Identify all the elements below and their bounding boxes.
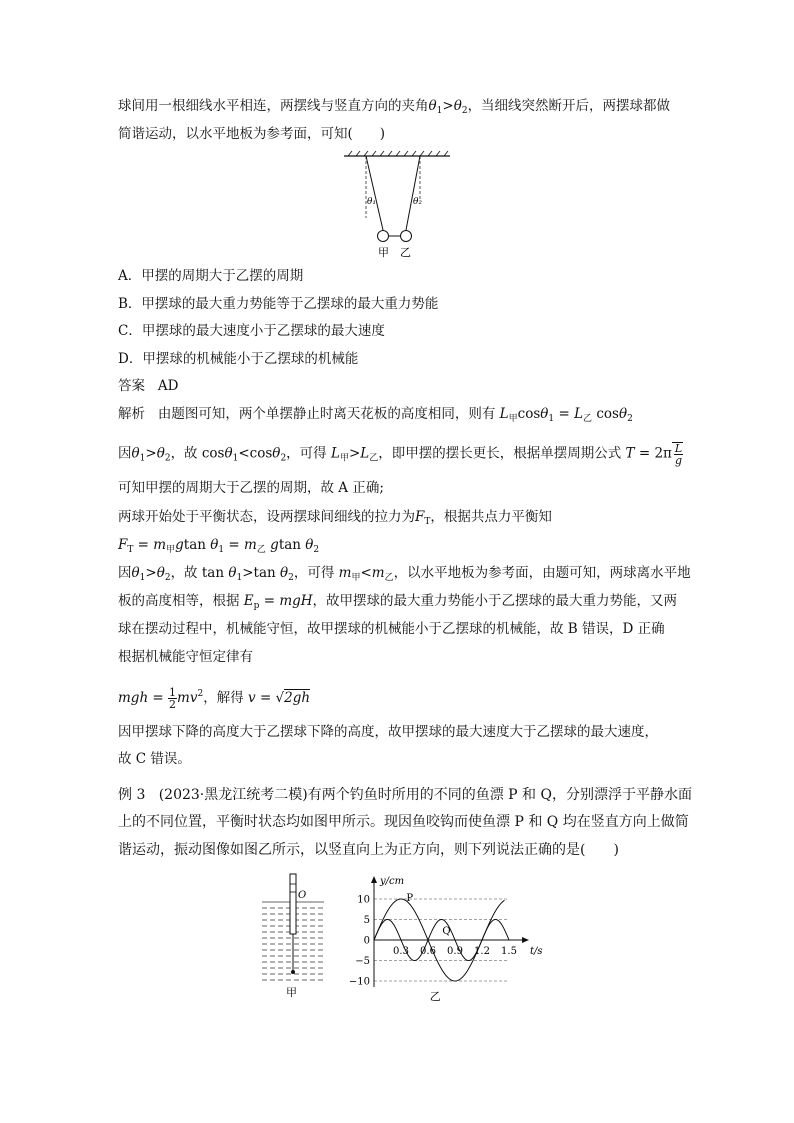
- angle-label-right: θ₂: [413, 197, 423, 207]
- analysis-line-7: 板的高度相等，根据 $E_p$ = mgH，故甲摆球的最大重力势能小于乙摆球的最大重力势能，又两: [118, 593, 678, 611]
- string-right: [406, 156, 423, 230]
- analysis-line-11: 因甲摆球下降的高度大于乙摆球下降的高度，故甲摆球的最大速度大于乙摆球的最大速度，: [118, 724, 658, 740]
- text: ，根据共点力平衡知: [430, 509, 552, 525]
- series-label-q: Q: [442, 926, 451, 937]
- ball-left: [378, 231, 389, 242]
- text: 球间用一根细线水平相连，两摆线与竖直方向的夹角: [118, 98, 429, 114]
- example-label: 例 3: [118, 787, 146, 803]
- text: 板的高度相等，根据: [118, 593, 240, 609]
- analysis-line-3: 可知甲摆的周期大于乙摆的周期，故 A 正确;: [118, 480, 384, 496]
- answer-value: AD: [157, 378, 179, 394]
- float-figure: [258, 870, 330, 1000]
- text: 两球开始处于平衡状态，设两摆球间细线的拉力为: [118, 509, 415, 525]
- series-label-p: P: [406, 893, 414, 904]
- angle-label-left: θ₁: [367, 197, 377, 207]
- text: ，故 cos: [170, 445, 225, 462]
- text: ，解得: [203, 690, 244, 706]
- analysis-label: 解析: [118, 406, 145, 422]
- ball-right-label: 乙: [400, 246, 411, 259]
- analysis-line-9: 根据机械能守恒定律有: [118, 649, 253, 665]
- analysis-line-1: 解析 由题图可知，两个单摆静止时离天花板的高度相同，则有 $L_甲\cos\theta_1 = L_乙$ cosθ$_2$: [118, 406, 633, 424]
- analysis-line-8: 球在摆动过程中，机械能守恒，故甲摆球的机械能小于乙摆球的机械能，故 B 错误，D 正确: [118, 621, 665, 637]
- x-axis-label: t/s: [530, 946, 543, 957]
- text: (2023·黑龙江统考二模)有两个钓鱼时所用的不同的鱼漂 P 和 Q，分别漂浮于平静水面: [158, 787, 692, 803]
- x-tick-label: 0.3: [393, 946, 409, 957]
- question-line-2: 简谐运动，以水平地板为参考面，可知( ): [118, 126, 386, 142]
- answer-line: [118, 376, 178, 396]
- ball-right: [401, 231, 412, 242]
- text: ，即甲摆的摆长更长，根据单摆周期公式: [378, 445, 622, 462]
- y-axis-arrow: [371, 876, 377, 883]
- example-line-1: [118, 785, 692, 805]
- y-tick-label: 5: [363, 915, 370, 926]
- text: ，可得: [293, 565, 335, 581]
- y-tick-label: −10: [348, 976, 370, 988]
- text: ，故 tan: [170, 565, 225, 581]
- example-line-2: 上的不同位置，平衡时状态均如图甲所示。现因鱼咬钩而使鱼漂 P 和 Q 均在竖直方向上做简: [118, 814, 689, 830]
- text: 因: [118, 445, 132, 462]
- option-a: A．甲摆的周期大于乙摆的周期: [118, 268, 304, 284]
- analysis-line-5: $F_T = m_甲gtan$ $\theta_1 = m_乙$ gtan $\theta_2$: [118, 537, 320, 555]
- x-tick-label: 0.9: [447, 946, 463, 957]
- y-tick-label: 10: [357, 894, 370, 906]
- analysis-line-6: 因$\theta_1>\theta_2$，故 $\tan \theta_1>\tan$ $\theta_2$，可得 $m_甲<m_乙$，以水平地板为参考面，由题可知，两球离水平地: [118, 565, 691, 583]
- text: ，当细线突然断开后，两摆球都做: [467, 98, 671, 114]
- analysis-line-12: 故 C 错误。: [118, 751, 191, 767]
- ceiling-hatch: [348, 151, 448, 156]
- analysis-line-4: 两球开始处于平衡状态，设两摆球间细线的拉力为$F_T$，根据共点力平衡知: [118, 509, 552, 527]
- label-O: O: [298, 890, 307, 901]
- sinker: [291, 970, 295, 974]
- x-tick-label: 1.5: [501, 946, 517, 957]
- string-left: [366, 156, 383, 230]
- text: ，可得: [286, 445, 327, 462]
- y-tick-label: −5: [355, 956, 370, 967]
- example-line-3: 谐运动，振动图像如图乙所示，以竖直向上为正方向，则下列说法正确的是( ): [118, 842, 619, 858]
- y-axis-label: y/cm: [380, 876, 405, 887]
- pendulum-figure: [340, 148, 456, 262]
- analysis-line-10: mgh = $\frac{1}{2}$ $mv^2$，解得 v = √2gh: [118, 686, 311, 711]
- chart-caption: 乙: [429, 990, 441, 1003]
- ball-left-label: 甲: [378, 246, 389, 259]
- option-b: B．甲摆球的最大重力势能等于乙摆球的最大重力势能: [118, 296, 439, 312]
- option-c: C．甲摆球的最大速度小于乙摆球的最大速度: [118, 323, 385, 339]
- x-tick-label: 0.6: [420, 946, 436, 957]
- x-axis-arrow: [522, 937, 529, 943]
- question-line-1: 球间用一根细线水平相连，两摆线与竖直方向的夹角$\theta_1>\theta_2$，当细线突然断开后，两摆球都做: [118, 98, 671, 116]
- analysis-line-2: 因$\theta_1>\theta_2$，故 cosθ$_1$<cosθ$_2$，可得 $L_甲>L_乙$，即甲摆的摆长更长，根据单摆周期公式 T = 2π $\frac{L}{g}$: [118, 442, 683, 467]
- text: 由题图可知，两个单摆静止时离天花板的高度相同，则有: [157, 406, 496, 422]
- x-tick-label: 1.2: [474, 946, 490, 957]
- text: ，故甲摆球的最大重力势能小于乙摆球的最大重力势能，又两: [312, 593, 678, 609]
- text: ，以水平地板为参考面，由题可知，两球离水平地: [393, 565, 691, 581]
- text: 因: [118, 565, 132, 581]
- float-caption: 甲: [286, 986, 297, 999]
- y-tick-label: 0: [363, 935, 370, 947]
- float-body: [290, 874, 296, 934]
- sqrt-formula: $\frac{L}{g}$: [672, 442, 683, 466]
- vibration-chart: [340, 872, 550, 1004]
- option-d: D．甲摆球的机械能小于乙摆球的机械能: [118, 351, 359, 367]
- answer-label: 答案: [118, 378, 145, 394]
